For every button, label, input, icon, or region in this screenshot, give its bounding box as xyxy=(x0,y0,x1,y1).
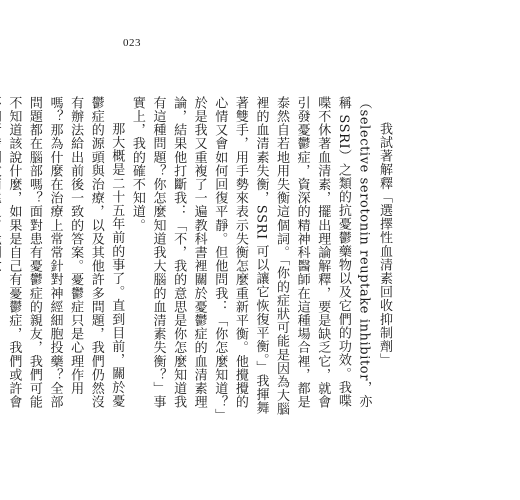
vertical-text-block xyxy=(0,96,394,416)
page-number: 023 xyxy=(123,37,141,49)
paragraph-2: 那大概是二十五年前的事了。直到目前，關於憂鬱症的源頭與治療，以及其他許多問題，我們仍然沒有辦法給出前後一致的答案。憂鬱症只是心理作用嗎？那為什麼在治療上常常針對神經細胞投藥？全部問題都在腦部嗎？面對患有憂鬱症的親友，我們可能不知道該說什麼，如果是自己有憂鬱症，我們或許會 xyxy=(6,96,125,409)
paragraph-1: 我試著解釋「選擇性血清素回收抑制劑」（selective serotonin reuptake inhibitor，亦稱 SSRI）之類的抗憂鬱藥物以及它們的功效。我喋喋不休著血清素，擺出理論解釋，要是缺乏它，就會引發憂鬱症，資深的精神科醫師在這種場合裡，都是泰然自若地用失衡這個詞。「你的症狀可能是因為大腦裡的血清素失衡，SSRI 可以讓它恢復平衡。」我揮舞著雙手，用手勢來表示失衡怎麼重新平衡。他攪攪的心情又會如何回復平靜。但他問我：「你怎麼知道？」於是我又重複了一遍教科書裡關於憂鬱症的血清素理論，結果他打斷我：「不，我的意思是你怎麼知道我有這種問題？你怎麼知道我大腦的血清素失衡？」事實上，我的確不知道。 xyxy=(129,96,392,416)
